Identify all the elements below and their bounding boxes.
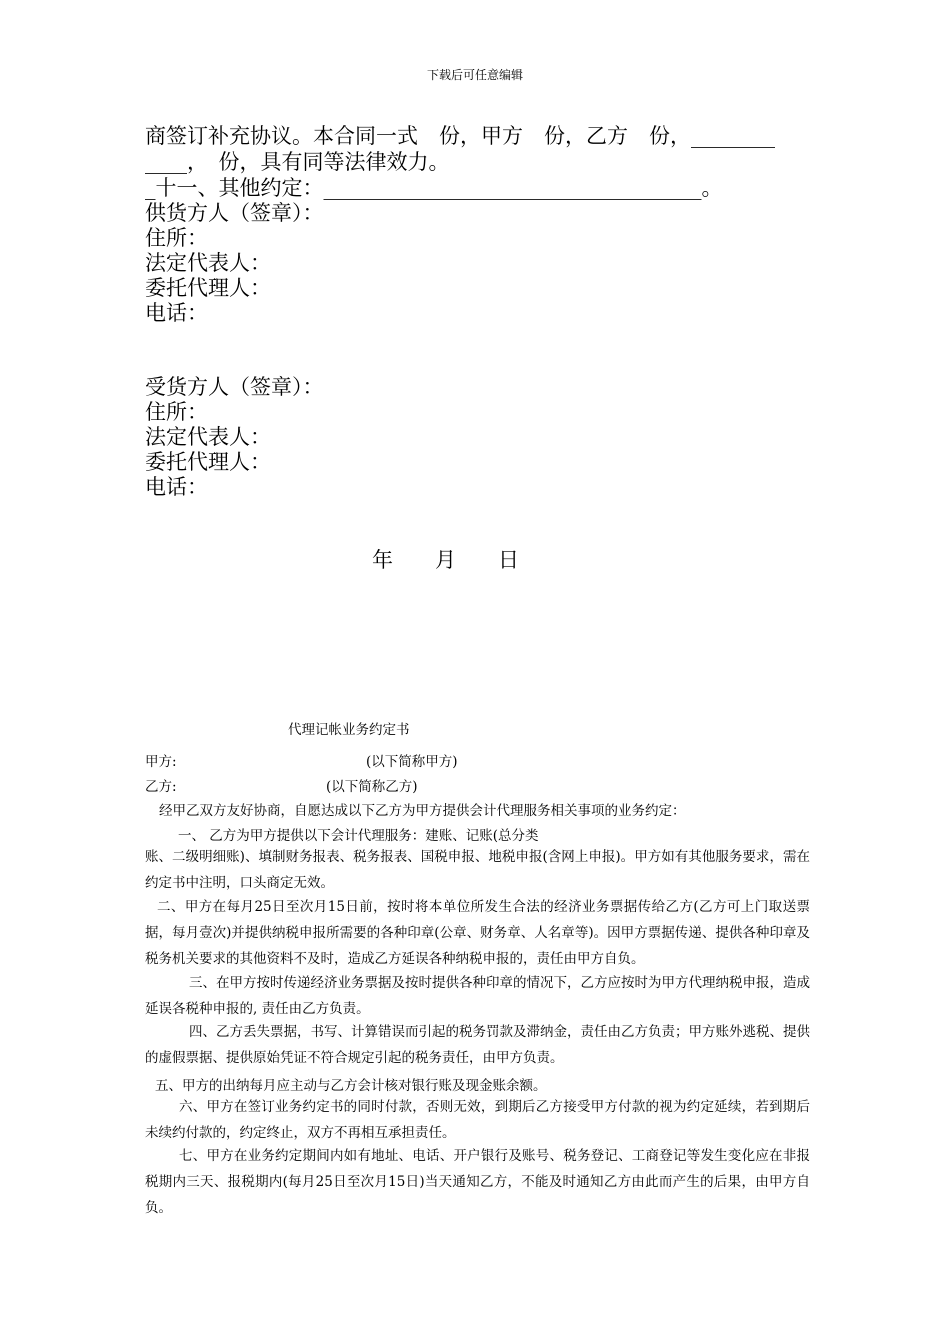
page-header: 下载后可任意编辑 [426,68,523,82]
receiver-agent: 委托代理人： [145,450,271,474]
supplier-phone: 电话： [145,301,208,325]
receiver-phone: 电话： [145,475,208,499]
clause-5: 五、甲方的出纳每月应主动与乙方会计核对银行账及现金账余额。 [155,1078,547,1094]
receiver-legal-rep: 法定代表人： [145,425,271,449]
party-b-note: (以下简称乙方) [326,779,418,795]
upper-text-line-1: 商签订补充协议。本合同一式 份，甲方 份，乙方 份，________ [145,124,775,148]
contract-intro: 经甲乙双方友好协商，自愿达成以下乙方为甲方提供会计代理服务相关事项的业务约定： [159,803,686,819]
supplier-legal-rep: 法定代表人： [145,251,271,275]
clause-3: 三、在甲方按时传递经济业务票据及按时提供各种印章的情况下，乙方应按时为甲方代理纳税申报，造成延误各税种申报的, 责任由乙方负责。 [145,975,810,1017]
clause-1-first-line: 一、 乙方为甲方提供以下会计代理服务：建账、记账(总分类 [178,828,539,844]
clause-4: 四、乙方丢失票据，书写、计算错误而引起的税务罚款及滞纳金，责任由乙方负责；甲方账外逃税、提供的虚假票据、提供原始凭证不符合规定引起的税务责任，由甲方负责。 [145,1024,810,1066]
clause-7: 七、甲方在业务约定期间内如有地址、电话、开户银行及账号、税务登记、工商登记等发生变化应在非报税期内三天、报税期内(每月25日至次月15日)当天通知乙方，不能及时通知乙方由此而产生的后果，由甲方自负。 [145,1148,810,1216]
supplier-title: 供货方人（签章）： [145,201,324,225]
receiver-title: 受货方人（签章）： [145,375,324,399]
clause-6: 六、甲方在签订业务约定书的同时付款，否则无效，到期后乙方接受甲方付款的视为约定延续，若到期后未续约付款的，约定终止，双方不再相互承担责任。 [145,1099,810,1141]
supplier-agent: 委托代理人： [145,276,271,300]
clause-2: 二、甲方在每月25日至次月15日前，按时将本单位所发生合法的经济业务票据传给乙方(乙方可上门取送票据，每月壹次)并提供纳税申报所需要的各种印章(公章、财务章、人名章等)。因甲方票据传递、提供各种印章及税务机关要求的其他资料不及时，造成乙方延误各种纳税申报的，责任由甲方自负。 [145,899,810,967]
contract-title: 代理记帐业务约定书 [288,722,410,738]
party-a-label: 甲方: [145,754,177,770]
clause-1-rest: 账、二级明细账)、填制财务报表、税务报表、国税申报、地税申报(含网上申报)。甲方如有其他服务要求，需在约定书中注明，口头商定无效。 [145,849,810,891]
signing-date: 年 月 日 [372,548,519,572]
supplier-address: 住所： [145,226,208,250]
upper-text-line-3: _十一、其他约定：____________________________________。 [145,176,723,200]
party-a-note: (以下简称甲方) [366,754,458,770]
upper-text-line-2: ____， 份，具有同等法律效力。 [145,150,450,174]
party-b-label: 乙方: [145,779,177,795]
receiver-address: 住所： [145,400,208,424]
